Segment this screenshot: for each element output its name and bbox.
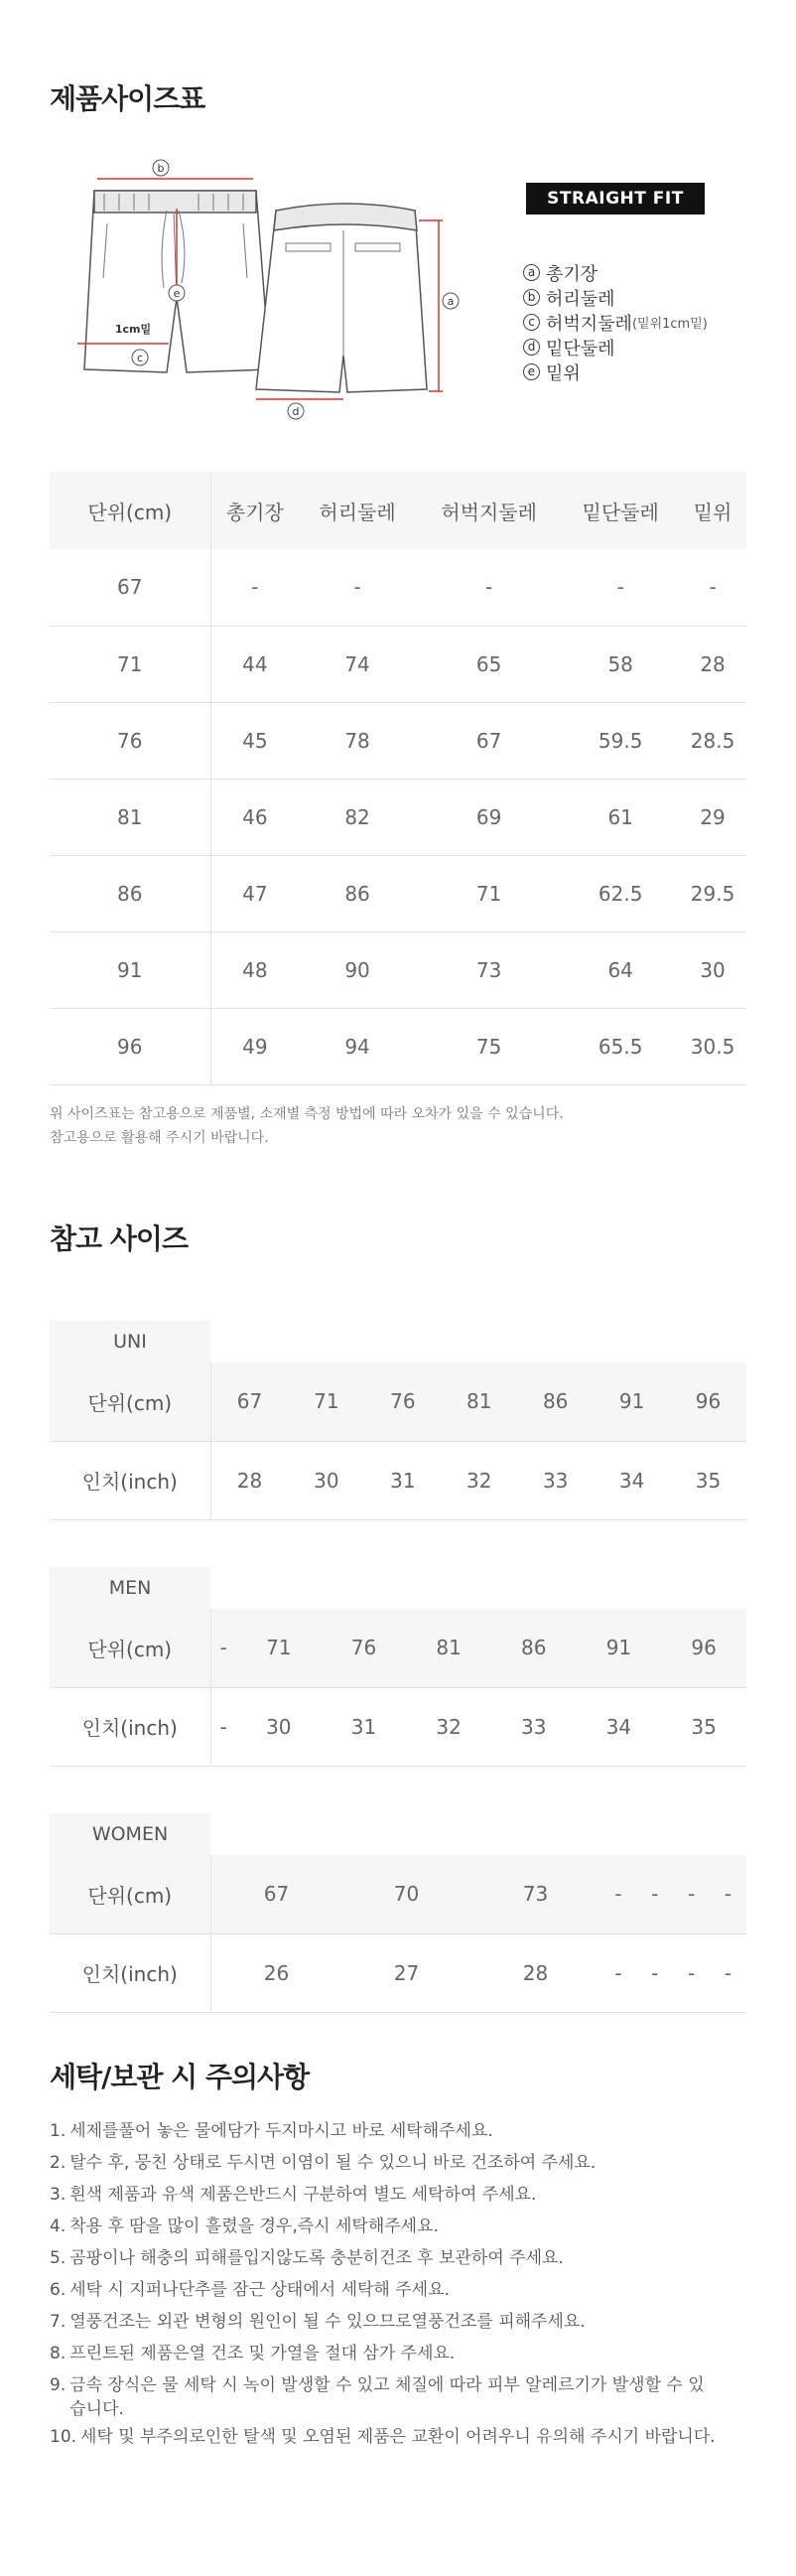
measure-cell: 48	[210, 931, 299, 1008]
marker-e: e	[173, 287, 181, 300]
shorts-diagram	[50, 149, 764, 427]
list-number: 4.	[50, 2217, 66, 2236]
value-cell: 86	[517, 1362, 594, 1441]
list-item	[50, 2274, 716, 2306]
list-number: 7.	[50, 2312, 66, 2332]
list-item	[50, 2147, 716, 2179]
legend-item-c	[523, 310, 708, 335]
legend-item-e	[523, 359, 708, 384]
measurement-legend	[523, 260, 708, 384]
list-text: 탈수 후, 뭉친 상태로 두시면 이염이 될 수 있으니 바로 건조하여 주세요.	[69, 2153, 597, 2173]
list-number: 9.	[50, 2375, 66, 2395]
measure-cell: 86	[299, 855, 416, 931]
value-cell: 71	[288, 1362, 364, 1441]
legend-label: 허리둘레	[546, 288, 615, 310]
reference-title: 참고 사이즈	[50, 1222, 188, 1255]
value-cell: 86	[491, 1609, 577, 1687]
legend-marker: b	[523, 289, 540, 306]
measure-cell: 30	[679, 931, 746, 1008]
marker-a: a	[447, 295, 455, 308]
legend-item-d	[523, 335, 708, 359]
measure-cell: 62.5	[562, 855, 679, 931]
legend-marker: a	[523, 264, 540, 281]
value-cell: 28	[210, 1441, 288, 1519]
reference-table	[50, 1609, 746, 1767]
measure-cell: 82	[299, 779, 416, 855]
measure-cell: 69	[416, 779, 562, 855]
size-cell: 81	[50, 779, 210, 855]
fit-badge: STRAIGHT FIT	[526, 183, 705, 215]
inch-row	[50, 1441, 746, 1519]
table-row	[50, 549, 746, 626]
row-label: 단위(cm)	[50, 1855, 210, 1933]
value-cell: 76	[322, 1609, 407, 1687]
value-cell: -	[636, 1855, 673, 1933]
inch-row	[50, 1933, 746, 2012]
value-cell: -	[210, 1687, 236, 1766]
list-text: 세탁 및 부주의로인한 탈색 및 오염된 제품은 교환이 어려우니 유의해 주시기 바랍니다.	[80, 2427, 716, 2447]
list-number: 1.	[50, 2121, 66, 2141]
list-item	[50, 2179, 716, 2211]
marker-b: b	[157, 162, 165, 175]
value-cell: 76	[364, 1362, 441, 1441]
measure-cell: 29.5	[679, 855, 746, 931]
reference-table	[50, 1362, 746, 1520]
measure-cell: 75	[416, 1008, 562, 1084]
measure-cell: 94	[299, 1008, 416, 1084]
measure-cell: 73	[416, 931, 562, 1008]
value-cell: 81	[441, 1362, 517, 1441]
reference-women	[50, 1813, 746, 2013]
value-cell: 34	[594, 1441, 670, 1519]
measure-cell: 30.5	[679, 1008, 746, 1084]
value-cell: 81	[406, 1609, 491, 1687]
reference-men	[50, 1567, 746, 1767]
measure-cell: 58	[562, 626, 679, 702]
value-cell: 33	[491, 1687, 577, 1766]
measure-cell: 64	[562, 931, 679, 1008]
measure-cell: 28.5	[679, 702, 746, 779]
inner-measure-label: 1cm밑	[114, 323, 152, 336]
value-cell: 67	[210, 1362, 288, 1441]
measure-cell: 29	[679, 779, 746, 855]
value-cell: -	[600, 1933, 637, 2012]
size-cell: 67	[50, 549, 210, 626]
value-cell: 70	[342, 1855, 471, 1933]
list-number: 5.	[50, 2248, 66, 2268]
value-cell: -	[710, 1855, 746, 1933]
value-cell: -	[673, 1933, 710, 2012]
list-number: 10.	[50, 2427, 77, 2447]
legend-label: 허벅지둘레	[546, 313, 632, 335]
measure-cell: 90	[299, 931, 416, 1008]
legend-marker: d	[523, 339, 540, 356]
measure-cell: -	[299, 549, 416, 626]
measure-cell: 78	[299, 702, 416, 779]
list-text: 열풍건조는 외관 변형의 원인이 될 수 있으므로열풍건조를 피해주세요.	[69, 2312, 586, 2332]
legend-note: (밑위1cm밑)	[631, 317, 708, 332]
value-cell: 73	[471, 1855, 600, 1933]
value-cell: -	[636, 1933, 673, 2012]
size-cell: 86	[50, 855, 210, 931]
value-cell: 27	[342, 1933, 471, 2012]
size-chart-title: 제품사이즈표	[50, 82, 205, 115]
header-cell: 단위(cm)	[50, 472, 210, 549]
value-cell: 96	[670, 1362, 746, 1441]
marker-c: c	[136, 352, 144, 364]
list-item	[50, 2211, 716, 2242]
cm-row	[50, 1362, 746, 1441]
measure-cell: 65	[416, 626, 562, 702]
value-cell: -	[710, 1933, 746, 2012]
value-cell: 31	[364, 1441, 441, 1519]
table-row	[50, 931, 746, 1008]
legend-item-b	[523, 285, 708, 310]
list-number: 6.	[50, 2280, 66, 2300]
reference-uni	[50, 1321, 746, 1520]
row-label: 인치(inch)	[50, 1687, 210, 1766]
header-cell: 밑위	[679, 472, 746, 549]
header-cell: 총기장	[210, 472, 299, 549]
measure-cell: 74	[299, 626, 416, 702]
size-note-line: 위 사이즈표는 참고용으로 제품별, 소재별 측정 방법에 따라 오차가 있을 수 있습니다.	[50, 1106, 564, 1122]
legend-marker: e	[523, 363, 540, 380]
reference-group-label: WOMEN	[50, 1813, 210, 1855]
size-table	[50, 472, 746, 1085]
reference-group-label: UNI	[50, 1321, 210, 1362]
value-cell: 32	[406, 1687, 491, 1766]
value-cell: 31	[322, 1687, 407, 1766]
measure-cell: -	[416, 549, 562, 626]
size-cell: 91	[50, 931, 210, 1008]
value-cell: 28	[471, 1933, 600, 2012]
list-item	[50, 2369, 716, 2421]
care-instructions-list	[50, 2115, 716, 2453]
list-text: 세제를풀어 놓은 물에담가 두지마시고 바로 세탁해주세요.	[69, 2121, 493, 2141]
legend-label: 밑위	[546, 362, 581, 384]
measure-cell: -	[679, 549, 746, 626]
list-text: 흰색 제품과 유색 제품은반드시 구분하여 별도 세탁하여 주세요.	[69, 2185, 537, 2205]
value-cell: 30	[288, 1441, 364, 1519]
legend-label: 총기장	[546, 263, 598, 285]
value-cell: -	[673, 1855, 710, 1933]
measure-cell: 47	[210, 855, 299, 931]
marker-d: d	[292, 405, 300, 418]
size-note	[50, 1102, 564, 1150]
list-item	[50, 2115, 716, 2147]
list-item	[50, 2306, 716, 2338]
measure-cell: 59.5	[562, 702, 679, 779]
value-cell: 35	[670, 1441, 746, 1519]
row-label: 인치(inch)	[50, 1441, 210, 1519]
legend-label: 밑단둘레	[546, 338, 615, 359]
list-text: 착용 후 땀을 많이 흘렸을 경우,즉시 세탁해주세요.	[69, 2217, 439, 2236]
value-cell: 33	[517, 1441, 594, 1519]
list-item	[50, 2242, 716, 2274]
header-cell: 허리둘레	[299, 472, 416, 549]
measure-cell: 71	[416, 855, 562, 931]
measure-cell: 28	[679, 626, 746, 702]
value-cell: 26	[210, 1933, 342, 2012]
reference-table	[50, 1855, 746, 2013]
measure-cell: 65.5	[562, 1008, 679, 1084]
value-cell: 30	[236, 1687, 322, 1766]
list-number: 2.	[50, 2153, 66, 2173]
list-item	[50, 2421, 716, 2453]
list-number: 3.	[50, 2185, 66, 2205]
list-number: 8.	[50, 2344, 66, 2363]
measure-cell: 44	[210, 626, 299, 702]
measure-cell: 46	[210, 779, 299, 855]
reference-group-label: MEN	[50, 1567, 210, 1609]
list-text: 프린트된 제품은열 건조 및 가열을 절대 삼가 주세요.	[69, 2344, 456, 2363]
value-cell: 34	[577, 1687, 662, 1766]
measure-cell: -	[210, 549, 299, 626]
size-note-line: 참고용으로 활용해 주시기 바랍니다.	[50, 1130, 269, 1146]
list-text: 곰팡이나 해충의 피해를입지않도록 충분히건조 후 보관하여 주세요.	[69, 2248, 564, 2268]
header-cell: 밑단둘레	[562, 472, 679, 549]
measure-cell: 67	[416, 702, 562, 779]
value-cell: 91	[594, 1362, 670, 1441]
row-label: 단위(cm)	[50, 1362, 210, 1441]
list-item	[50, 2338, 716, 2369]
measure-cell: -	[562, 549, 679, 626]
cm-row	[50, 1609, 746, 1687]
value-cell: 91	[577, 1609, 662, 1687]
row-label: 인치(inch)	[50, 1933, 210, 2012]
value-cell: 96	[661, 1609, 746, 1687]
legend-item-a	[523, 260, 708, 285]
size-cell: 71	[50, 626, 210, 702]
measure-cell: 61	[562, 779, 679, 855]
size-cell: 96	[50, 1008, 210, 1084]
value-cell: 71	[236, 1609, 322, 1687]
value-cell: -	[600, 1855, 637, 1933]
table-row	[50, 1008, 746, 1084]
size-cell: 76	[50, 702, 210, 779]
table-row	[50, 626, 746, 702]
value-cell: -	[210, 1609, 236, 1687]
measure-cell: 45	[210, 702, 299, 779]
legend-marker: c	[523, 314, 540, 331]
list-text: 금속 장식은 물 세탁 시 녹이 발생할 수 있고 체질에 따라 피부 알레르기가 발생할 수 있습니다.	[69, 2375, 705, 2419]
header-cell: 허벅지둘레	[416, 472, 562, 549]
value-cell: 35	[661, 1687, 746, 1766]
shorts-illustration	[50, 149, 516, 427]
care-title: 세탁/보관 시 주의사항	[50, 2061, 310, 2093]
value-cell: 32	[441, 1441, 517, 1519]
row-label: 단위(cm)	[50, 1609, 210, 1687]
inch-row	[50, 1687, 746, 1766]
value-cell: 67	[210, 1855, 342, 1933]
table-row	[50, 702, 746, 779]
table-row	[50, 855, 746, 931]
size-table-header	[50, 472, 746, 549]
measure-cell: 49	[210, 1008, 299, 1084]
table-row	[50, 779, 746, 855]
cm-row	[50, 1855, 746, 1933]
list-text: 세탁 시 지퍼나단추를 잠근 상태에서 세탁해 주세요.	[69, 2280, 450, 2300]
